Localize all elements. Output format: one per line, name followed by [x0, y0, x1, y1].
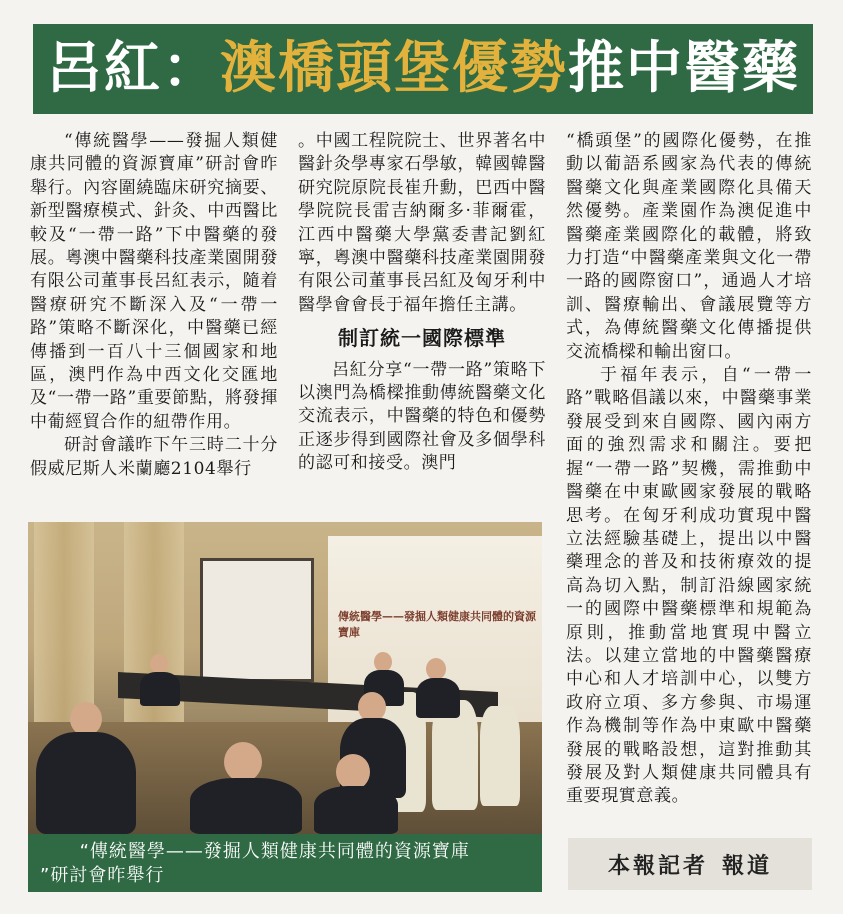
headline-rest: 推中醫藥: [568, 36, 800, 101]
section-subhead: 制訂統一國際標準: [338, 326, 506, 351]
attendee-head: [150, 654, 168, 674]
headline-banner: [33, 24, 813, 114]
paragraph: 研討會議昨下午三時二十分假威尼斯人米蘭廳2104舉行: [30, 435, 278, 479]
seminar-photo: [28, 522, 542, 834]
paragraph: 。中國工程院院士、世界著名中醫針灸學專家石學敏，韓國韓醫研究院原院長崔升勳，巴西中醫學院院長雷吉納爾多·菲爾霍，江西中醫藥大學黨委書記劉紅寧，粵澳中醫藥科技產業園開發有限公司董事長呂紅及匈牙利中醫學會會長于福年擔任主講。: [298, 131, 546, 315]
attendee: [36, 732, 136, 834]
byline: [568, 838, 812, 890]
byline-report: 報道: [722, 852, 773, 879]
headline-colon: ：: [162, 36, 220, 101]
attendee: [314, 786, 398, 834]
headline-highlight: 澳橋頭堡優勢: [220, 36, 568, 101]
article-column-2: [298, 130, 546, 515]
headline: [46, 36, 800, 101]
headline-name: 呂紅: [46, 36, 162, 101]
attendee-head: [224, 742, 262, 782]
photo-caption: [28, 834, 542, 892]
paragraph: 于福年表示，自“一帶一路”戰略倡議以來，中醫藥事業發展受到來自國際、國內兩方面的強烈需求和關注。要把握“一帶一路”契機，需推動中醫藥在中東歐國家發展的戰略思考。在匈牙利成功實現中醫立法經驗基礎上，提出以中醫藥理念的普及和技術療效的提高為切入點，制訂沿線國家統一的國際中醫藥標準和規範為原則，推動當地實現中醫立法。以建立當地的中醫藥醫療中心和人才培訓中心，以雙方政府立項、多方參與、市場運作為機制等作為中東歐中醫藥發展的戰略設想，這對推動其發展及對人類健康共同體具有重要現實意義。: [566, 365, 812, 807]
attendee: [140, 672, 180, 706]
caption-line-2: ”研討會昨舉行: [40, 865, 165, 886]
projector-screen: [200, 558, 314, 682]
chair: [480, 706, 520, 806]
attendee-head: [336, 754, 370, 790]
attendee: [416, 678, 460, 718]
caption-line-1: “傳統醫學——發掘人類健康共同體的資源寶庫: [79, 841, 470, 862]
attendee: [190, 778, 302, 834]
paragraph: 呂紅分享“一帶一路”策略下以澳門為橋樑推動傳統醫藥文化交流表示，中醫藥的特色和優勢正逐步得到國際社會及多個學科的認可和接受。澳門: [298, 359, 546, 474]
article-column-3: [566, 130, 812, 830]
attendee-head: [374, 652, 392, 672]
attendee-head: [70, 702, 102, 736]
backdrop-banner-text: 傳統醫學——發掘人類健康共同體的資源寶庫: [338, 610, 536, 639]
byline-reporter: 本報記者: [607, 852, 708, 879]
paragraph: “傳統醫學——發掘人類健康共同體的資源寶庫”研討會昨舉行。內容圍繞臨床研究摘要、新型醫療模式、針灸、中西醫比較及“一帶一路”下中醫藥的發展。粵澳中醫藥科技產業園開發有限公司董事長呂紅表示，隨着醫療研究不斷深入及“一帶一路”策略不斷深化，中醫藥已經傳播到一百八十三個國家和地區，澳門作為中西文化交匯地及“一帶一路”重要節點，將發揮中葡經貿合作的紐帶作用。: [30, 131, 278, 432]
curtain-decoration: [34, 522, 94, 722]
article-column-1: [30, 130, 278, 515]
attendee-head: [426, 658, 446, 680]
paragraph: “橋頭堡”的國際化優勢，在推動以葡語系國家為代表的傳統醫藥文化與產業國際化具備天然優勢。產業園作為澳促進中醫藥產業國際化的載體，將致力打造“中醫藥產業與文化一帶一路的國際窗口”，通過人才培訓、醫療輸出、會議展覽等方式，為傳統醫藥文化傳播提供交流橋樑和輸出窗口。: [566, 131, 812, 362]
